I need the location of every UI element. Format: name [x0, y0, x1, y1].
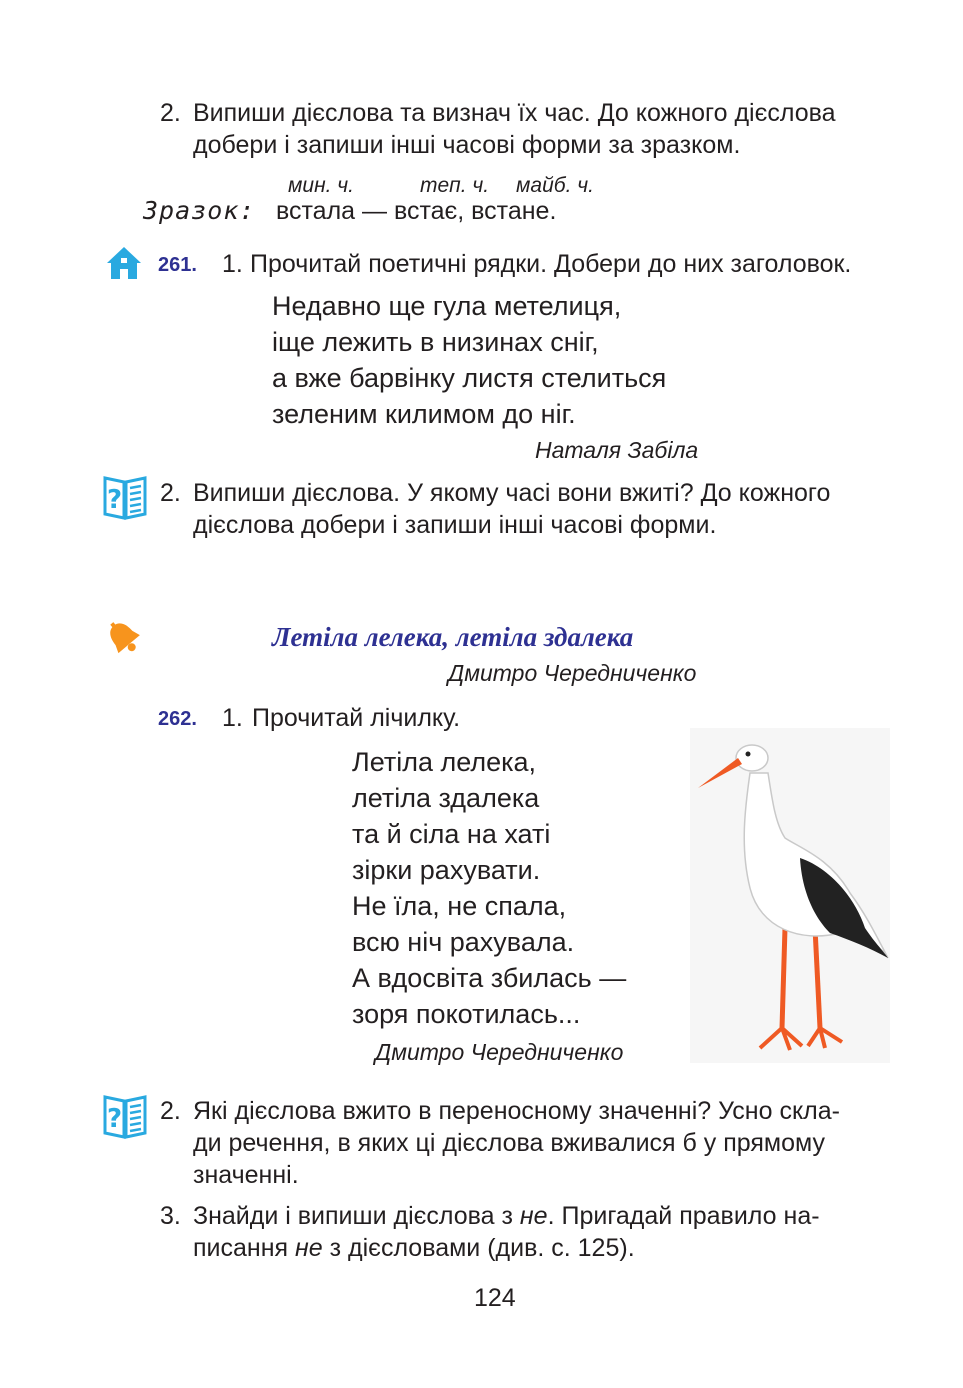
poem-line: А вдосвіта збилась — — [352, 963, 627, 993]
poem-line: всю ніч рахувала. — [352, 927, 575, 957]
svg-text:?: ? — [106, 485, 123, 515]
exercise-number: 262. — [158, 708, 197, 730]
question-book-icon — [102, 474, 148, 520]
stork-illustration — [690, 728, 890, 1063]
task-item-number: 2. — [160, 479, 181, 507]
task-text-line: добери і запиши інші часові форми за зразком. — [193, 131, 741, 159]
task-text-line: писання не з дієсловами (див. с. 125). — [193, 1234, 635, 1262]
task-item-number: 1. — [222, 704, 243, 732]
task-item-number: 2. — [160, 1097, 181, 1125]
bell-icon — [104, 618, 144, 658]
task-text-line: Які дієслова вжито в переносному значенні? Усно скла- — [193, 1097, 840, 1125]
exercise-number: 261. — [158, 254, 197, 276]
task-text-line: Випиши дієслова та визнач їх час. До кожного дієслова — [193, 99, 836, 127]
task-text-line: Прочитай поетичні рядки. Добери до них заголовок. — [250, 250, 852, 278]
poem-line: а вже барвінку листя стелиться — [272, 363, 667, 393]
poem-line: Недавно ще гула метелиця, — [272, 291, 622, 321]
home-icon — [106, 245, 142, 281]
svg-text:?: ? — [106, 1104, 123, 1134]
poem-line: та й сіла на хаті — [352, 819, 551, 849]
task-text-line: Випиши дієслова. У якому часі вони вжиті? До кожного — [193, 479, 831, 507]
task-text-line: дієслова добери і запиши інші часові форми. — [193, 511, 717, 539]
poem-line: зірки рахувати. — [352, 855, 541, 885]
poem-line: летіла здалека — [352, 783, 540, 813]
tense-label-present: теп. ч. — [420, 174, 490, 197]
poem-line: зеленим килимом до ніг. — [272, 399, 576, 429]
task-text-line: ди речення, в яких ці дієслова вживалися б у прямому — [193, 1129, 825, 1157]
poem-line: зоря покотилась... — [352, 999, 581, 1029]
task-text-line: Прочитай лічилку. — [252, 704, 461, 732]
poem-line: іще лежить в низинах сніг, — [272, 327, 599, 357]
task-text-line: Знайди і випиши дієслова з не. Пригадай правило на- — [193, 1202, 820, 1230]
sample-text: встала — встає, встане. — [276, 197, 557, 225]
question-book-icon — [102, 1093, 148, 1139]
task-text-line: значенні. — [193, 1161, 299, 1189]
poem-line: Летіла лелека, — [352, 747, 537, 777]
task-item-number: 3. — [160, 1202, 181, 1230]
tense-label-future: майб. ч. — [516, 174, 594, 197]
poem-author: Дмитро Чередниченко — [375, 1039, 624, 1065]
poem-author: Наталя Забіла — [535, 437, 699, 463]
task-item-number: 2. — [160, 99, 181, 127]
tense-label-past: мин. ч. — [288, 174, 355, 197]
sample-label: Зразок: — [143, 196, 256, 225]
page-number: 124 — [474, 1284, 516, 1312]
task-item-number: 1. — [222, 250, 243, 278]
poem-line: Не їла, не спала, — [352, 891, 567, 921]
reading-author: Дмитро Чередниченко — [448, 660, 697, 686]
reading-title: Летіла лелека, летіла здалека — [272, 622, 634, 652]
